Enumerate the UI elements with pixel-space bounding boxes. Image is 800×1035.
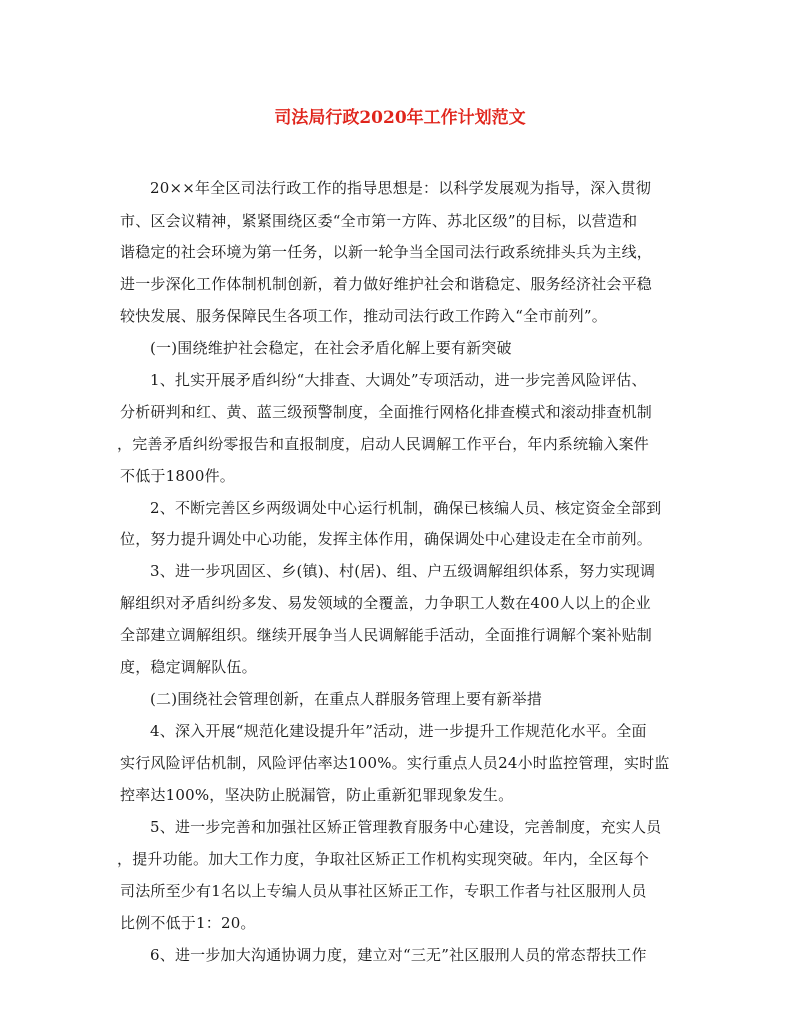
text-line: 20××年全区司法行政工作的指导思想是：以科学发展观为指导，深入贯彻 bbox=[150, 179, 652, 197]
document-title: 司法局行政2020年工作计划范文 bbox=[274, 108, 526, 128]
text-line: 3、进一步巩固区、乡(镇)、村(居)、组、户五级调解组织体系，努力实现调 bbox=[150, 562, 656, 580]
section-heading: (二)围绕社会管理创新，在重点人群服务管理上要有新举措 bbox=[150, 690, 543, 708]
text-line: 市、区会议精神，紧紧围绕区委“全市第一方阵、苏北区级”的目标，以营造和 bbox=[120, 212, 638, 230]
text-line: 6、进一步加大沟通协调力度，建立对“三无”社区服刑人员的常态帮扶工作 bbox=[150, 946, 647, 964]
text-line: 不低于1800件。 bbox=[120, 467, 235, 485]
text-line: 5、进一步完善和加强社区矫正管理教育服务中心建设，完善制度，充实人员 bbox=[150, 818, 662, 836]
text-line: 较快发展、服务保障民生各项工作，推动司法行政工作跨入“全市前列”。 bbox=[120, 307, 607, 325]
text-line: 进一步深化工作体制机制创新，着力做好维护社会和谐稳定、服务经济社会平稳 bbox=[120, 275, 653, 293]
text-line: 分析研判和红、黄、蓝三级预警制度，全面推行网格化排查模式和滚动排查机制 bbox=[120, 403, 653, 421]
section-heading: (一)围绕维护社会稳定，在社会矛盾化解上要有新突破 bbox=[150, 339, 512, 357]
text-line: 1、扎实开展矛盾纠纷“大排查、大调处”专项活动，进一步完善风险评估、 bbox=[150, 371, 647, 389]
text-line: ，提升功能。加大工作力度，争取社区矫正工作机构实现突破。年内，全区每个 bbox=[117, 850, 650, 868]
text-line: 位，努力提升调处中心功能，发挥主体作用，确保调处中心建设走在全市前列。 bbox=[120, 530, 653, 548]
text-line: 控率达100%，坚决防止脱漏管，防止重新犯罪现象发生。 bbox=[120, 786, 514, 804]
text-line: 度，稳定调解队伍。 bbox=[120, 658, 257, 676]
text-line: 实行风险评估机制，风险评估率达100%。实行重点人员24小时监控管理，实时监 bbox=[120, 754, 670, 772]
text-line: 4、深入开展“规范化建设提升年”活动，进一步提升工作规范化水平。全面 bbox=[150, 722, 647, 740]
text-line: 全部建立调解组织。继续开展争当人民调解能手活动，全面推行调解个案补贴制 bbox=[120, 626, 653, 644]
text-line: 司法所至少有1名以上专编人员从事社区矫正工作，专职工作者与社区服刑人员 bbox=[120, 882, 647, 900]
text-line: 2、不断完善区乡两级调处中心运行机制，确保已核编人员、核定资金全部到 bbox=[150, 499, 662, 517]
text-line: 比例不低于1：20。 bbox=[120, 914, 256, 932]
text-line: 解组织对矛盾纠纷多发、易发领域的全覆盖，力争职工人数在400人以上的企业 bbox=[120, 594, 651, 612]
text-line: ，完善矛盾纠纷零报告和直报制度，启动人民调解工作平台，年内系统输入案件 bbox=[117, 435, 650, 453]
text-line: 谐稳定的社会环境为第一任务，以新一轮争当全国司法行政系统排头兵为主线， bbox=[120, 243, 653, 261]
